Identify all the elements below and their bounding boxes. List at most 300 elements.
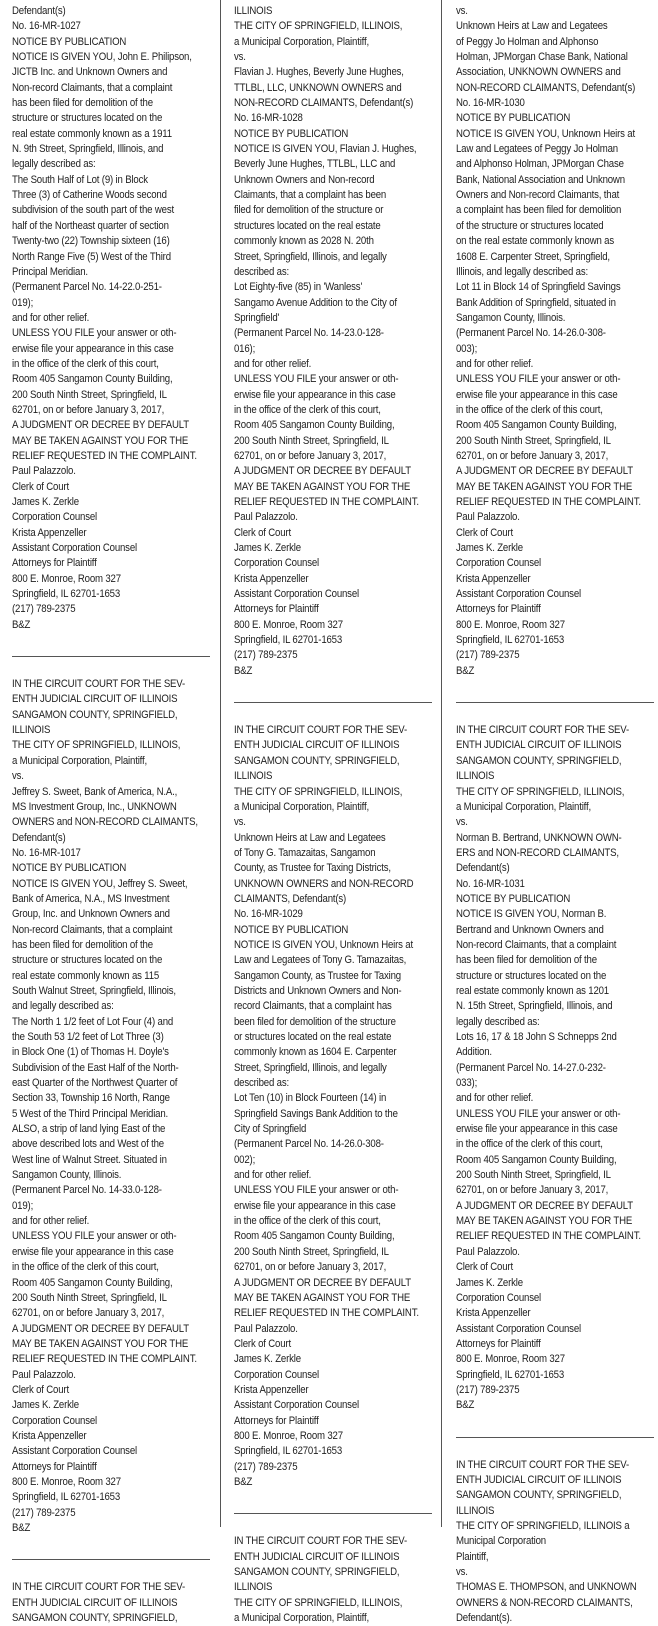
notice-line: NON-RECORD CLAIMANTS, Defendant(s) xyxy=(234,97,414,110)
notice-line: No. 16-MR-1030 xyxy=(456,97,525,110)
notice-line: NOTICE BY PUBLICATION xyxy=(234,923,349,936)
notice-line: City of Springfield xyxy=(234,1123,307,1136)
notice-line: 019); xyxy=(12,1199,34,1212)
notice-line: a Municipal Corporation, Plaintiff, xyxy=(234,800,369,813)
notice-line: James K. Zerkle xyxy=(12,496,79,508)
notice-line: NOTICE BY PUBLICATION xyxy=(234,127,349,140)
notice-line: A JUDGMENT OR DECREE BY DEFAULT xyxy=(234,1276,411,1289)
notice-line: a Municipal Corporation, Plaintiff, xyxy=(456,800,591,813)
notice-line: ILLINOIS xyxy=(456,770,495,783)
notice-line: B&Z xyxy=(234,1475,253,1488)
notice-line: NOTICE BY PUBLICATION xyxy=(456,892,571,905)
notice-line: ENTH JUDICIAL CIRCUIT OF ILLINOIS xyxy=(456,1473,622,1486)
notice-line: THE CITY OF SPRINGFIELD, ILLINOIS, xyxy=(234,785,403,798)
notice-line: Defendant(s) xyxy=(12,5,66,17)
notice-line: Attorneys for Plaintiff xyxy=(234,603,319,616)
notice-line: of Tony G. Tamazaitas, Sangamon xyxy=(234,846,376,859)
notice-line: Defendant(s). xyxy=(456,1612,513,1625)
notice-line: Krista Appenzeller xyxy=(234,1383,309,1396)
notice-line: ILLINOIS xyxy=(234,770,273,783)
notice-line: Paul Palazzolo. xyxy=(12,1368,76,1381)
notice-line: vs. xyxy=(234,51,246,64)
notice-line: Unknown Heirs at Law and Legatees xyxy=(234,831,386,844)
notice-line: THE CITY OF SPRINGFIELD, ILLINOIS, xyxy=(12,739,181,752)
notice-line: erwise file your appearance in this case xyxy=(456,388,618,401)
notice-line: SANGAMON COUNTY, SPRINGFIELD, xyxy=(12,1612,178,1625)
notice-line: Bank Addition of Springfield, situated in xyxy=(456,296,616,309)
notice-line: SANGAMON COUNTY, SPRINGFIELD, xyxy=(456,1489,622,1502)
notice-line: Beverly June Hughes, TTLBL, LLC and xyxy=(234,158,396,171)
notice-line: THE CITY OF SPRINGFIELD, ILLINOIS a xyxy=(456,1519,630,1532)
notice-line: No. 16-MR-1031 xyxy=(456,877,525,890)
notice-line: Paul Palazzolo. xyxy=(456,511,520,524)
notice-line: THE CITY OF SPRINGFIELD, ILLINOIS, xyxy=(234,20,403,33)
notice-line: The North 1 1/2 feet of Lot Four (4) and xyxy=(12,1015,174,1028)
notice-line: IN THE CIRCUIT COURT FOR THE SEV- xyxy=(456,1458,630,1471)
notice-line: structures located on the real estate xyxy=(234,219,381,232)
notice-line: Unknown Owners and Non-record xyxy=(234,173,375,186)
notice-line: Twenty-two (22) Township sixteen (16) xyxy=(12,235,170,248)
notice-line: the South 53 1/2 feet of Lot Three (3) xyxy=(12,1031,164,1043)
notice-line: James K. Zerkle xyxy=(456,542,523,555)
notice-line: UNLESS YOU FILE your answer or oth- xyxy=(12,1230,177,1243)
notice-line: Corporation Counsel xyxy=(12,511,97,524)
notice-line: Corporation Counsel xyxy=(456,557,541,570)
notice-line: (217) 789-2375 xyxy=(12,603,76,616)
notice-line: Krista Appenzeller xyxy=(234,572,309,585)
notice-line: in the office of the clerk of this court, xyxy=(234,1215,381,1228)
notice-line: record Claimants, that a complaint has xyxy=(234,1000,392,1013)
notice-line: 003); xyxy=(456,342,478,355)
notice-line: 016); xyxy=(234,342,256,355)
notice-line: IN THE CIRCUIT COURT FOR THE SEV- xyxy=(12,678,186,691)
notice-line: 019); xyxy=(12,296,34,309)
notice-line: UNLESS YOU FILE your answer or oth- xyxy=(12,327,177,340)
notice-line: Law and Legatees of Peggy Jo Holman xyxy=(456,143,618,156)
notice-line: County, as Trustee for Taxing Districts, xyxy=(234,862,391,875)
notice-line: No. 16-MR-1029 xyxy=(234,908,303,921)
notice-line: James K. Zerkle xyxy=(234,542,301,555)
notice-line: commonly known as 1604 E. Carpenter xyxy=(234,1046,397,1059)
notice-line: B&Z xyxy=(12,618,31,631)
notice-line: (Permanent Parcel No. 14-26.0-308- xyxy=(234,1138,384,1151)
notice-line: 62701, on or before January 3, 2017, xyxy=(234,1261,387,1274)
notice-line: Sangamon County, Illinois. xyxy=(12,1169,122,1182)
notice-line: in the office of the clerk of this court, xyxy=(12,1261,159,1274)
notice-line: above described lots and West of the xyxy=(12,1138,164,1151)
notice-line: No. 16-MR-1017 xyxy=(12,846,81,859)
notice-line: B&Z xyxy=(234,664,253,677)
notice-line: Assistant Corporation Counsel xyxy=(234,588,359,601)
notice-line: UNLESS YOU FILE your answer or oth- xyxy=(456,1107,621,1120)
legal-notice xyxy=(234,723,434,1490)
notice-line: Attorneys for Plaintiff xyxy=(12,557,97,570)
notice-line: 200 South Ninth Street, Springfield, IL xyxy=(12,1291,167,1304)
notice-line: ENTH JUDICIAL CIRCUIT OF ILLINOIS xyxy=(12,1596,178,1609)
notice-line: a Municipal Corporation, Plaintiff, xyxy=(234,1612,369,1625)
notice-line: MAY BE TAKEN AGAINST YOU FOR THE xyxy=(234,1291,411,1304)
notice-line: a complaint has been filed for demolition xyxy=(456,204,622,217)
notice-line: Corporation Counsel xyxy=(234,557,319,570)
notice-column-1 xyxy=(12,4,212,1625)
notice-line: Owners and Non-record Claimants, that xyxy=(456,189,620,202)
notice-line: Principal Meridian. xyxy=(12,265,88,278)
notice-line: erwise file your appearance in this case xyxy=(12,1245,174,1258)
notice-line: ALSO, a strip of land lying East of the xyxy=(12,1123,166,1136)
notice-line: half of the Northeast quarter of section xyxy=(12,219,169,232)
notice-line: Room 405 Sangamon County Building, xyxy=(234,1230,395,1243)
notice-line: 5 West of the Third Principal Meridian. xyxy=(12,1107,169,1120)
notice-line: ILLINOIS xyxy=(12,724,51,737)
notice-line: RELIEF REQUESTED IN THE COMPLAINT. xyxy=(456,1230,641,1243)
notice-line: Paul Palazzolo. xyxy=(12,465,76,478)
legal-notice xyxy=(12,4,212,633)
notice-line: THOMAS E. THOMPSON, and UNKNOWN xyxy=(456,1581,637,1594)
column-divider xyxy=(220,0,221,1527)
notice-line: ENTH JUDICIAL CIRCUIT OF ILLINOIS xyxy=(456,739,622,752)
notice-line: SANGAMON COUNTY, SPRINGFIELD, xyxy=(456,754,622,767)
notice-line: Springfield Savings Bank Addition to the xyxy=(234,1107,398,1120)
notice-line: (Permanent Parcel No. 14-26.0-308- xyxy=(456,327,606,340)
notice-line: erwise file your appearance in this case xyxy=(12,342,174,355)
notice-line: Assistant Corporation Counsel xyxy=(12,542,137,555)
notice-separator xyxy=(12,1559,210,1560)
notice-line: Sangamon County, as Trustee for Taxing xyxy=(234,969,401,982)
notice-line: 033); xyxy=(456,1077,478,1090)
notice-line: (217) 789-2375 xyxy=(456,649,520,662)
notice-line: Districts and Unknown Owners and Non- xyxy=(234,984,402,997)
notice-line: NOTICE IS GIVEN YOU, Unknown Heirs at xyxy=(234,938,413,951)
column-divider xyxy=(441,0,442,1527)
notice-line: MAY BE TAKEN AGAINST YOU FOR THE xyxy=(12,1337,189,1350)
notice-line: in Block One (1) of Thomas H. Doyle's xyxy=(12,1046,169,1059)
notice-line: Section 33, Township 16 North, Range xyxy=(12,1092,170,1105)
notice-line: Clerk of Court xyxy=(12,1383,69,1396)
notice-line: and for other relief. xyxy=(456,357,534,370)
notice-line: SANGAMON COUNTY, SPRINGFIELD, xyxy=(234,754,400,767)
notice-line: and for other relief. xyxy=(12,311,90,324)
notice-line: Attorneys for Plaintiff xyxy=(456,603,541,616)
notice-line: Krista Appenzeller xyxy=(12,526,87,539)
notice-column-3 xyxy=(456,4,656,1625)
notice-line: been filed for demolition of the structure xyxy=(234,1015,396,1028)
notice-line: Street, Springfield, Illinois, and legally xyxy=(234,250,387,263)
notice-line: MS Investment Group, Inc., UNKNOWN xyxy=(12,800,177,813)
notice-line: ILLINOIS xyxy=(234,5,273,17)
notice-separator xyxy=(234,702,432,703)
notice-line: (Permanent Parcel No. 14-22.0-251- xyxy=(12,281,162,294)
notice-line: Lot 11 in Block 14 of Springfield Savings xyxy=(456,281,621,294)
notice-line: Sangamo Avenue Addition to the City of xyxy=(234,296,397,309)
legal-notice xyxy=(12,677,212,1536)
notice-line: Assistant Corporation Counsel xyxy=(456,588,581,601)
notice-line: 200 South Ninth Street, Springfield, IL xyxy=(234,434,389,447)
notice-line: James K. Zerkle xyxy=(234,1353,301,1366)
notice-line: Room 405 Sangamon County Building, xyxy=(12,373,173,386)
notice-separator xyxy=(456,702,654,703)
notice-line: North Range Five (5) West of the Third xyxy=(12,250,171,263)
notice-line: 62701, on or before January 3, 2017, xyxy=(12,403,165,416)
notice-line: Flavian J. Hughes, Beverly June Hughes, xyxy=(234,66,404,79)
notice-line: Corporation Counsel xyxy=(234,1368,319,1381)
notice-line: vs. xyxy=(456,816,468,829)
notice-line: ILLINOIS xyxy=(234,1581,273,1594)
notice-line: erwise file your appearance in this case xyxy=(234,1199,396,1212)
legal-notice xyxy=(456,1458,656,1626)
notice-line: Law and Legatees of Tony G. Tamazaitas, xyxy=(234,954,407,967)
notice-line: in the office of the clerk of this court, xyxy=(456,403,603,416)
notice-line: Springfield, IL 62701-1653 xyxy=(12,1491,121,1504)
notice-line: filed for demolition of the structure or xyxy=(234,204,384,217)
notice-line: Holman, JPMorgan Chase Bank, National xyxy=(456,51,628,64)
notice-line: Paul Palazzolo. xyxy=(234,511,298,524)
notice-line: Clerk of Court xyxy=(234,526,291,539)
notice-line: Springfield, IL 62701-1653 xyxy=(12,588,121,601)
notice-line: of the structure or structures located xyxy=(456,219,604,232)
notice-line: RELIEF REQUESTED IN THE COMPLAINT. xyxy=(456,496,641,508)
notice-line: on the real estate commonly known as xyxy=(456,235,614,248)
notice-line: vs. xyxy=(12,770,24,783)
notice-line: A JUDGMENT OR DECREE BY DEFAULT xyxy=(456,1199,633,1212)
notice-line: described as: xyxy=(234,1077,289,1090)
notice-line: 800 E. Monroe, Room 327 xyxy=(12,572,121,585)
notice-line: IN THE CIRCUIT COURT FOR THE SEV- xyxy=(234,724,408,737)
notice-line: Assistant Corporation Counsel xyxy=(456,1322,581,1335)
notice-line: A JUDGMENT OR DECREE BY DEFAULT xyxy=(12,1322,189,1335)
notice-line: legally described as: xyxy=(12,158,96,171)
notice-line: NOTICE BY PUBLICATION xyxy=(12,862,127,875)
notice-line: Lot Ten (10) in Block Fourteen (14) in xyxy=(234,1092,387,1105)
notice-line: 800 E. Monroe, Room 327 xyxy=(234,618,343,631)
notice-line: Attorneys for Plaintiff xyxy=(456,1337,541,1350)
notice-line: Lot Eighty-five (85) in 'Wanless' xyxy=(234,281,363,294)
notice-line: legally described as: xyxy=(456,1015,540,1028)
notice-line: 800 E. Monroe, Room 327 xyxy=(456,618,565,631)
notice-line: MAY BE TAKEN AGAINST YOU FOR THE xyxy=(456,1215,633,1228)
notice-line: (217) 789-2375 xyxy=(234,1460,298,1473)
notice-line: 200 South Ninth Street, Springfield, IL xyxy=(12,388,167,401)
notice-line: UNLESS YOU FILE your answer or oth- xyxy=(234,1184,399,1197)
notice-line: THE CITY OF SPRINGFIELD, ILLINOIS, xyxy=(234,1596,403,1609)
notice-line: Krista Appenzeller xyxy=(12,1429,87,1442)
notice-separator xyxy=(456,1437,654,1438)
notice-line: B&Z xyxy=(12,1522,31,1534)
notice-line: (217) 789-2375 xyxy=(234,649,298,662)
notice-line: CLAIMANTS, Defendant(s) xyxy=(234,892,347,905)
notice-line: Defendant(s) xyxy=(12,831,66,844)
notice-line: a Municipal Corporation, Plaintiff, xyxy=(12,754,147,767)
notice-line: erwise file your appearance in this case xyxy=(456,1123,618,1136)
notice-line: Bertrand and Unknown Owners and xyxy=(456,923,604,936)
notice-line: Springfield, IL 62701-1653 xyxy=(234,634,343,647)
notice-line: Room 405 Sangamon County Building, xyxy=(234,419,395,432)
notice-line: Clerk of Court xyxy=(456,1261,513,1274)
notice-line: Defendant(s) xyxy=(456,862,510,875)
notice-line: 200 South Ninth Street, Springfield, IL xyxy=(456,434,611,447)
notice-line: vs. xyxy=(234,816,246,829)
notice-line: NOTICE IS GIVEN YOU, Unknown Heirs at xyxy=(456,127,635,140)
notice-line: 200 South Ninth Street, Springfield, IL xyxy=(456,1169,611,1182)
notice-line: ILLINOIS xyxy=(456,1504,495,1517)
notice-line: structure or structures located on the xyxy=(12,112,163,125)
notice-line: 200 South Ninth Street, Springfield, IL xyxy=(234,1245,389,1258)
notice-line: Paul Palazzolo. xyxy=(234,1322,298,1335)
notice-line: structure or structures located on the xyxy=(12,954,163,967)
legal-notice xyxy=(234,1534,434,1626)
notice-line: Attorneys for Plaintiff xyxy=(12,1460,97,1473)
notice-line: Room 405 Sangamon County Building, xyxy=(456,419,617,432)
notice-line: ENTH JUDICIAL CIRCUIT OF ILLINOIS xyxy=(234,739,400,752)
notice-column-2 xyxy=(234,4,434,1625)
notice-line: TTLBL, LLC, UNKNOWN OWNERS and xyxy=(234,81,402,94)
notice-line: Krista Appenzeller xyxy=(456,1307,531,1320)
notice-line: Non-record Claimants, that a complaint xyxy=(12,81,173,94)
notice-line: RELIEF REQUESTED IN THE COMPLAINT. xyxy=(12,449,197,462)
notice-line: MAY BE TAKEN AGAINST YOU FOR THE xyxy=(12,434,189,447)
notice-line: Three (3) of Catherine Woods second xyxy=(12,189,167,202)
notice-line: Springfield, IL 62701-1653 xyxy=(456,634,565,647)
notice-line: Addition. xyxy=(456,1046,492,1059)
notice-line: subdivision of the south part of the west xyxy=(12,204,174,217)
notice-line: A JUDGMENT OR DECREE BY DEFAULT xyxy=(234,465,411,478)
notice-line: Norman B. Bertrand, UNKNOWN OWN- xyxy=(456,831,622,844)
notice-line: east Quarter of the Northwest Quarter of xyxy=(12,1077,178,1090)
notice-line: 62701, on or before January 3, 2017, xyxy=(456,1184,609,1197)
notice-line: JICTB Inc. and Unknown Owners and xyxy=(12,66,168,79)
notice-line: in the office of the clerk of this court, xyxy=(234,403,381,416)
notice-line: Bank, National Association and Unknown xyxy=(456,173,625,186)
notice-line: 002); xyxy=(234,1153,256,1166)
notice-line: NON-RECORD CLAIMANTS, Defendant(s) xyxy=(456,81,636,94)
legal-notice xyxy=(234,4,434,679)
notice-line: UNLESS YOU FILE your answer or oth- xyxy=(234,373,399,386)
notice-line: Room 405 Sangamon County Building, xyxy=(12,1276,173,1289)
notice-line: (Permanent Parcel No. 14-23.0-128- xyxy=(234,327,384,340)
notice-line: OWNERS & NON-RECORD CLAIMANTS, xyxy=(456,1596,633,1609)
legal-notice xyxy=(12,1580,212,1626)
notice-line: NOTICE IS GIVEN YOU, John E. Philipson, xyxy=(12,51,192,64)
notice-line: Corporation Counsel xyxy=(456,1291,541,1304)
notice-line: ENTH JUDICIAL CIRCUIT OF ILLINOIS xyxy=(234,1550,400,1563)
notice-line: described as: xyxy=(234,265,289,278)
notice-line: SANGAMON COUNTY, SPRINGFIELD, xyxy=(12,708,178,721)
notice-line: NOTICE BY PUBLICATION xyxy=(12,35,127,48)
notice-separator xyxy=(234,1513,432,1514)
notice-line: Group, Inc. and Unknown Owners and xyxy=(12,908,170,921)
notice-line: Non-record Claimants, that a complaint xyxy=(12,923,173,936)
notice-line: UNLESS YOU FILE your answer or oth- xyxy=(456,373,621,386)
notice-line: Illinois, and legally described as: xyxy=(456,265,588,278)
notice-line: Municipal Corporation xyxy=(456,1535,546,1548)
notice-line: Jeffrey S. Sweet, Bank of America, N.A., xyxy=(12,785,178,798)
notice-line: structure or structures located on the xyxy=(456,969,607,982)
notice-line: NOTICE IS GIVEN YOU, Flavian J. Hughes, xyxy=(234,143,417,156)
notice-line: SANGAMON COUNTY, SPRINGFIELD, xyxy=(234,1566,400,1578)
notice-line: ENTH JUDICIAL CIRCUIT OF ILLINOIS xyxy=(12,693,178,706)
notice-line: Paul Palazzolo. xyxy=(456,1245,520,1258)
notice-line: (Permanent Parcel No. 14-27.0-232- xyxy=(456,1061,606,1074)
notice-line: Plaintiff, xyxy=(456,1550,489,1563)
notice-line: real estate commonly known as a 1911 xyxy=(12,127,172,140)
notice-line: a Municipal Corporation, Plaintiff, xyxy=(234,35,369,48)
notice-line: RELIEF REQUESTED IN THE COMPLAINT. xyxy=(12,1353,197,1366)
legal-notice xyxy=(456,723,656,1413)
notice-line: commonly known as 2028 N. 20th xyxy=(234,235,374,248)
notice-line: IN THE CIRCUIT COURT FOR THE SEV- xyxy=(234,1535,408,1548)
notice-line: 62701, on or before January 3, 2017, xyxy=(234,449,387,462)
notice-line: Claimants, that a complaint has been xyxy=(234,189,387,202)
notice-line: and legally described as: xyxy=(12,1000,114,1013)
notice-line: and for other relief. xyxy=(456,1092,534,1105)
notice-line: The South Half of Lot (9) in Block xyxy=(12,173,148,186)
notice-line: Attorneys for Plaintiff xyxy=(234,1414,319,1427)
notice-line: (Permanent Parcel No. 14-33.0-128- xyxy=(12,1184,162,1197)
notice-line: South Walnut Street, Springfield, Illinois, xyxy=(12,984,176,997)
notice-line: (217) 789-2375 xyxy=(12,1506,76,1519)
notice-line: Non-record Claimants, that a complaint xyxy=(456,938,617,951)
notice-line: in the office of the clerk of this court, xyxy=(12,357,159,370)
notice-line: Clerk of Court xyxy=(12,480,69,493)
notice-line: vs. xyxy=(456,1566,468,1578)
notice-line: James K. Zerkle xyxy=(12,1399,79,1412)
notice-line: RELIEF REQUESTED IN THE COMPLAINT. xyxy=(234,496,419,508)
notice-line: Assistant Corporation Counsel xyxy=(12,1445,137,1458)
notice-line: real estate commonly known as 115 xyxy=(12,969,160,982)
notice-line: A JUDGMENT OR DECREE BY DEFAULT xyxy=(456,465,633,478)
notice-line: 1608 E. Carpenter Street, Springfield, xyxy=(456,250,610,263)
notice-line: Lots 16, 17 & 18 John S Schnepps 2nd xyxy=(456,1031,617,1043)
notice-line: IN THE CIRCUIT COURT FOR THE SEV- xyxy=(12,1581,186,1594)
notice-line: B&Z xyxy=(456,1399,475,1412)
notice-line: vs. xyxy=(456,5,468,17)
notice-line: and for other relief. xyxy=(12,1215,90,1228)
notice-line: Room 405 Sangamon County Building, xyxy=(456,1153,617,1166)
notice-line: NOTICE IS GIVEN YOU, Norman B. xyxy=(456,908,607,921)
notice-line: Subdivision of the East Half of the North- xyxy=(12,1061,179,1074)
notice-line: and for other relief. xyxy=(234,357,312,370)
notice-line: real estate commonly known as 1201 xyxy=(456,984,609,997)
notice-line: or structures located on the real estate xyxy=(234,1031,392,1043)
notice-line: MAY BE TAKEN AGAINST YOU FOR THE xyxy=(234,480,411,493)
notice-line: Corporation Counsel xyxy=(12,1414,97,1427)
notice-line: Sangamon County, Illinois. xyxy=(456,311,566,324)
notice-line: West line of Walnut Street. Situated in xyxy=(12,1153,167,1166)
notice-line: A JUDGMENT OR DECREE BY DEFAULT xyxy=(12,419,189,432)
notice-line: UNKNOWN OWNERS and NON-RECORD xyxy=(234,877,414,890)
notice-line: of Peggy Jo Holman and Alphonso xyxy=(456,35,599,48)
notice-line: Bank of America, N.A., MS Investment xyxy=(12,892,170,905)
notice-line: 62701, on or before January 3, 2017, xyxy=(456,449,609,462)
notice-line: MAY BE TAKEN AGAINST YOU FOR THE xyxy=(456,480,633,493)
notice-line: N. 15th Street, Springfield, Illinois, and xyxy=(456,1000,613,1013)
notice-line: (217) 789-2375 xyxy=(456,1383,520,1396)
notice-line: Clerk of Court xyxy=(456,526,513,539)
notice-line: Street, Springfield, Illinois, and legally xyxy=(234,1061,387,1074)
notice-line: THE CITY OF SPRINGFIELD, ILLINOIS, xyxy=(456,785,625,798)
notice-line: James K. Zerkle xyxy=(456,1276,523,1289)
notice-line: 800 E. Monroe, Room 327 xyxy=(456,1353,565,1366)
notice-line: B&Z xyxy=(456,664,475,677)
notice-line: OWNERS and NON-RECORD CLAIMANTS, xyxy=(12,816,198,829)
notice-line: Unknown Heirs at Law and Legatees xyxy=(456,20,608,33)
notice-line: No. 16-MR-1027 xyxy=(12,20,81,33)
notice-line: Springfield' xyxy=(234,311,280,324)
notice-line: Association, UNKNOWN OWNERS and xyxy=(456,66,621,79)
notice-line: has been filed for demolition of the xyxy=(456,954,597,967)
notice-line: in the office of the clerk of this court, xyxy=(456,1138,603,1151)
legal-notice xyxy=(456,4,656,679)
notice-line: 800 E. Monroe, Room 327 xyxy=(234,1429,343,1442)
